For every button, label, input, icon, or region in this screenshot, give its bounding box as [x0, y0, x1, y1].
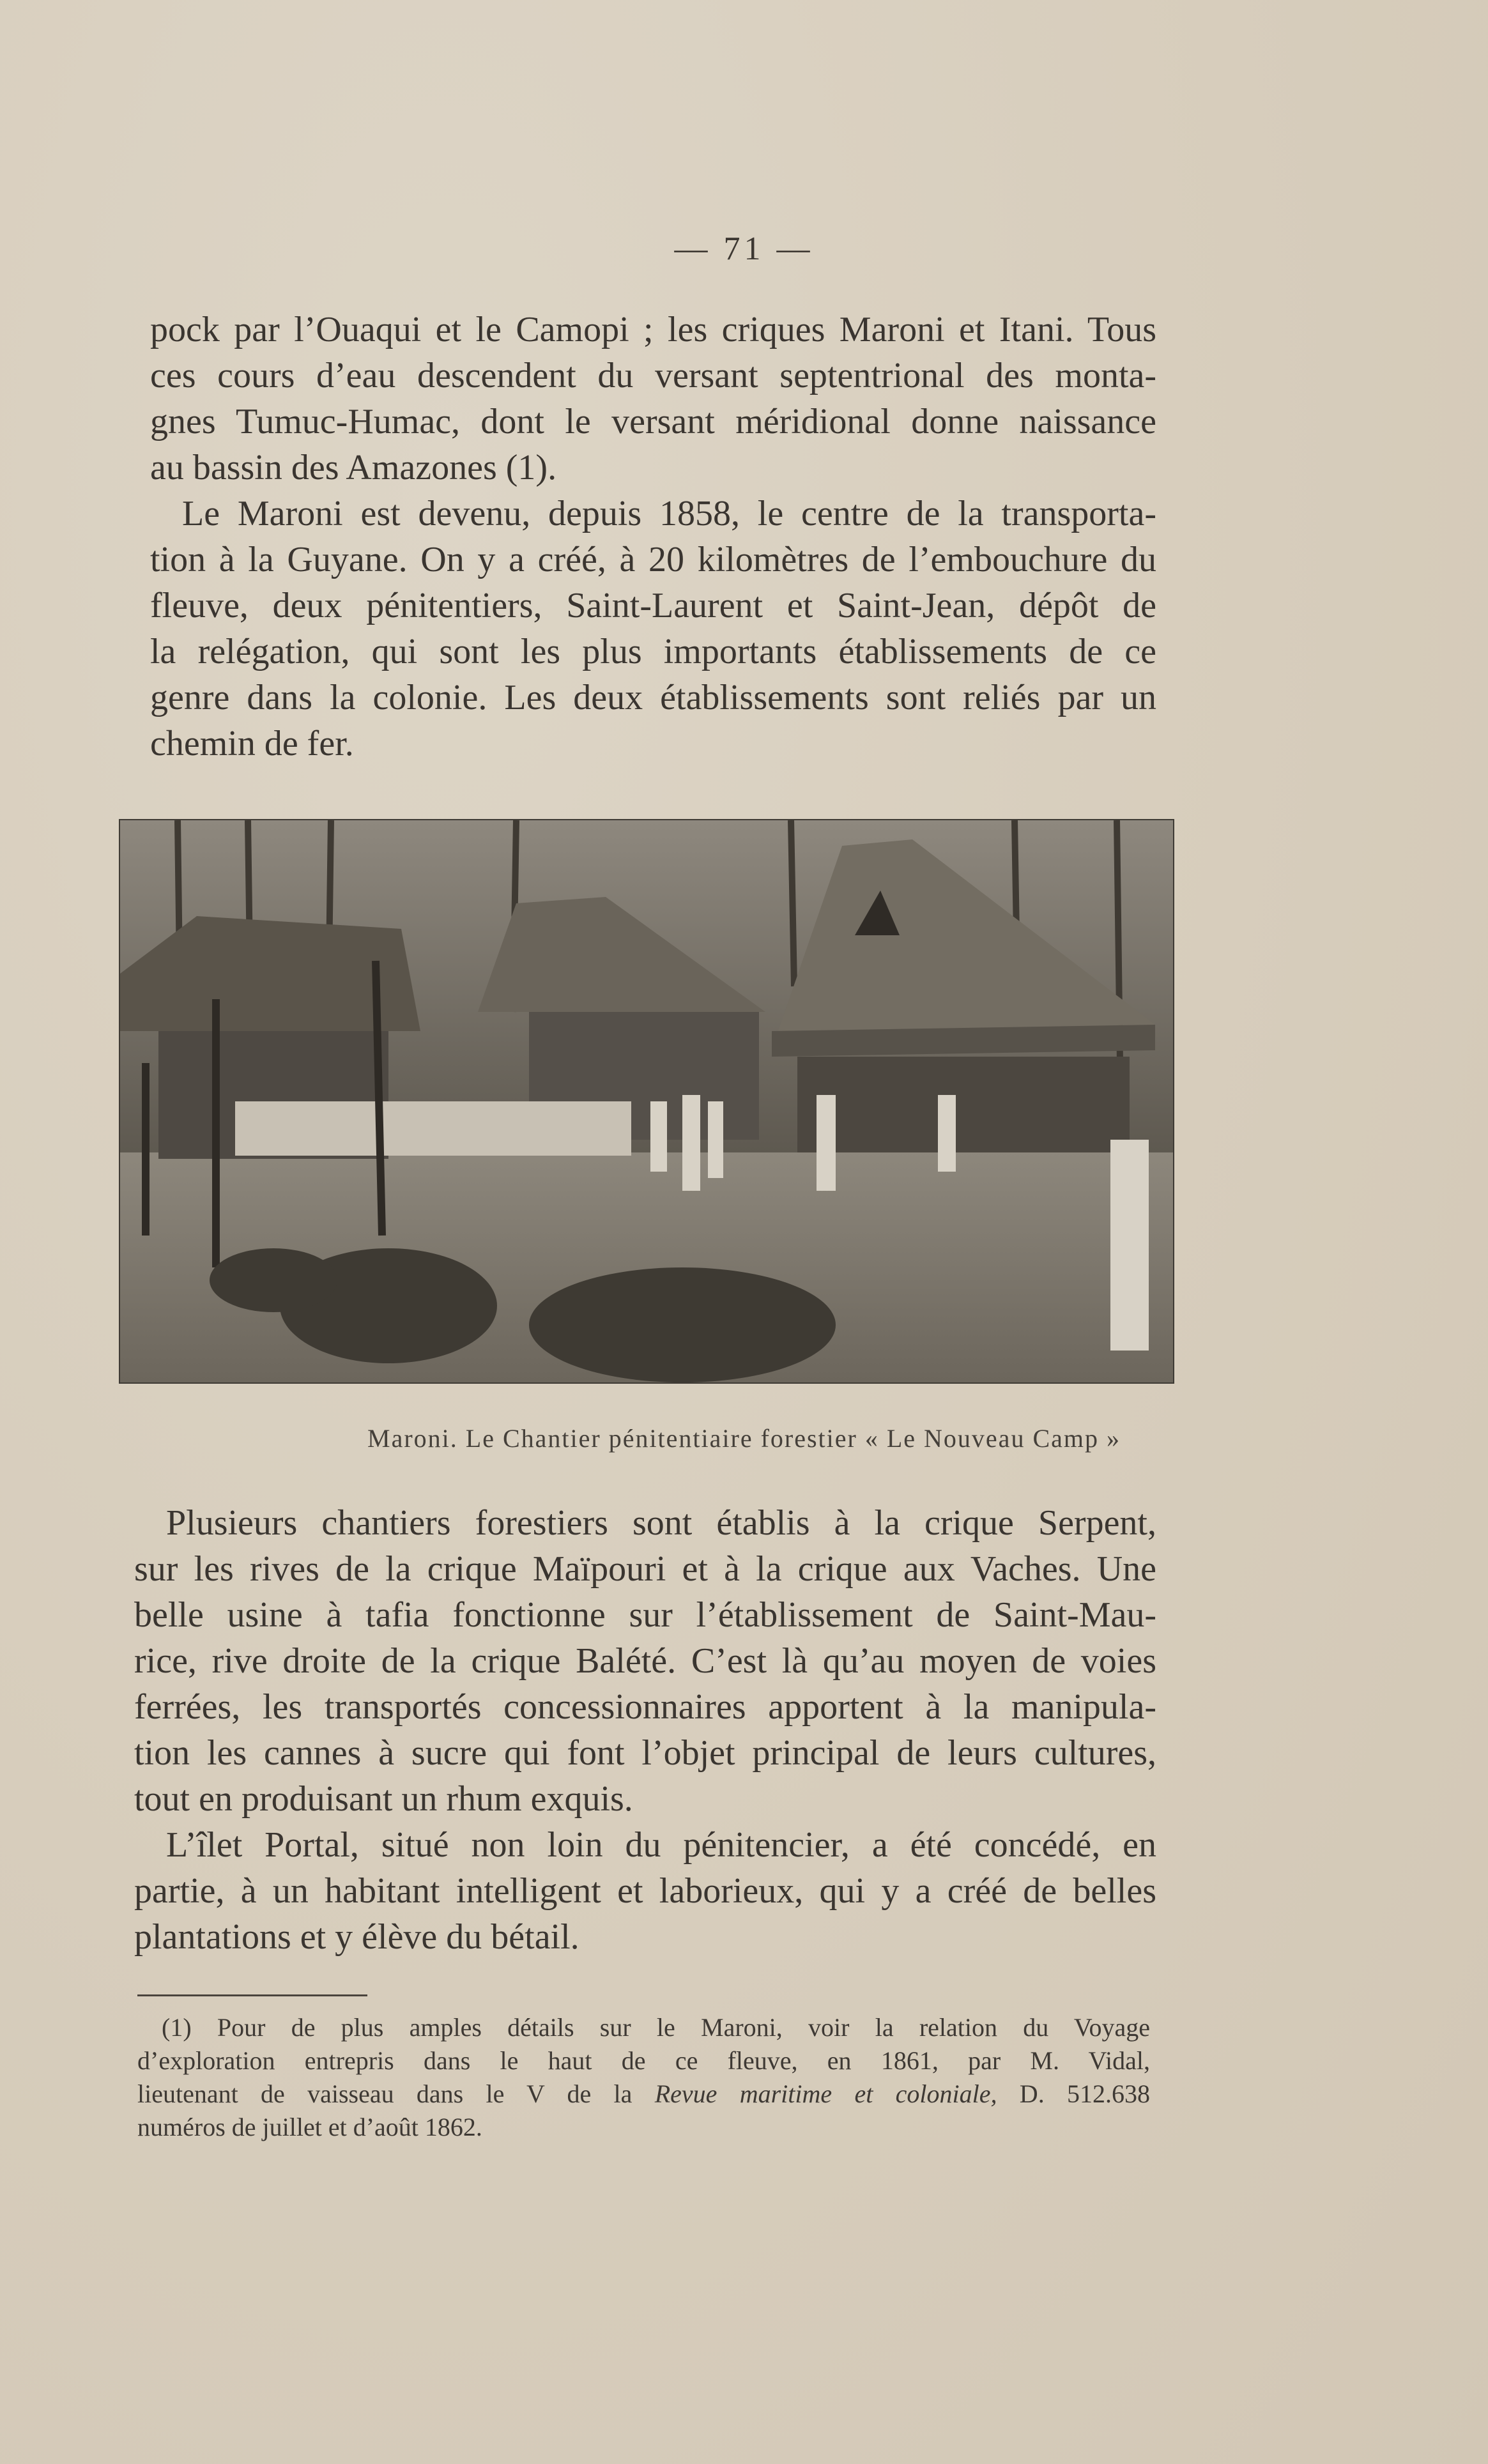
footnote-text: D. 512.638 — [997, 2079, 1151, 2108]
figure-caption: Maroni. Le Chantier pénitentiaire forestier « Le Nouveau Camp » — [367, 1424, 1121, 1453]
text-line: ces cours d’eau descendent du versant septentrional des monta- — [150, 356, 1156, 395]
text-line: la relégation, qui sont les plus importants établissements de ce — [150, 632, 1156, 671]
text-line: belle usine à tafia fonctionne sur l’établissement de Saint-Mau- — [134, 1595, 1156, 1635]
footnote-line — [137, 2078, 1150, 2111]
text-line: plantations et y élève du bétail. — [134, 1917, 579, 1957]
paragraph-4 — [134, 1822, 1156, 1960]
text-line: pock par l’Ouaqui et le Camopi ; les criques Maroni et Itani. Tous — [150, 310, 1156, 349]
paragraph-2 — [150, 491, 1156, 767]
footnote-line: d’exploration entrepris dans le haut de ce fleuve, en 1861, par M. Vidal, — [137, 2046, 1150, 2075]
footnote — [137, 2011, 1150, 2144]
page-number: — 71 — — [674, 231, 814, 267]
text-line: tout en produisant un rhum exquis. — [134, 1779, 633, 1819]
text-line: genre dans la colonie. Les deux établissements sont reliés par un — [150, 678, 1156, 717]
text-line: ferrées, les transportés concessionnaires apportent à la manipula- — [134, 1687, 1156, 1727]
text-line: tion à la Guyane. On y a créé, à 20 kilomètres de l’embouchure du — [150, 540, 1156, 579]
footnote-line: numéros de juillet et d’août 1862. — [137, 2113, 482, 2141]
footnote-divider — [137, 1994, 367, 1996]
footnote-text: lieutenant de vaisseau dans le V de la — [137, 2079, 655, 2108]
photo-illustration — [120, 820, 1173, 1382]
paragraph-1 — [150, 307, 1156, 491]
text-line: gnes Tumuc-Humac, dont le versant méridional donne naissance — [150, 402, 1156, 441]
text-line: partie, à un habitant intelligent et laborieux, qui y a créé de belles — [134, 1871, 1156, 1911]
camp-photograph — [119, 819, 1174, 1384]
journal-title: Revue maritime et coloniale, — [654, 2079, 997, 2108]
text-line: au bassin des Amazones (1). — [150, 448, 557, 487]
text-line: tion les cannes à sucre qui font l’objet principal de leurs cultures, — [134, 1733, 1156, 1773]
text-line: L’îlet Portal, situé non loin du pénitencier, a été concédé, en — [166, 1825, 1156, 1865]
footnote-line: (1) Pour de plus amples détails sur le Maroni, voir la relation du Voyage — [162, 2013, 1150, 2042]
text-line: fleuve, deux pénitentiers, Saint-Laurent et Saint-Jean, dépôt de — [150, 586, 1156, 625]
text-line: chemin de fer. — [150, 724, 354, 763]
text-line: sur les rives de la crique Maïpouri et à la crique aux Vaches. Une — [134, 1549, 1156, 1589]
text-line: rice, rive droite de la crique Balété. C’est là qu’au moyen de voies — [134, 1641, 1156, 1681]
text-line: Le Maroni est devenu, depuis 1858, le centre de la transporta- — [182, 494, 1156, 533]
paragraph-3 — [134, 1500, 1156, 1822]
text-line: Plusieurs chantiers forestiers sont établis à la crique Serpent, — [166, 1503, 1156, 1543]
